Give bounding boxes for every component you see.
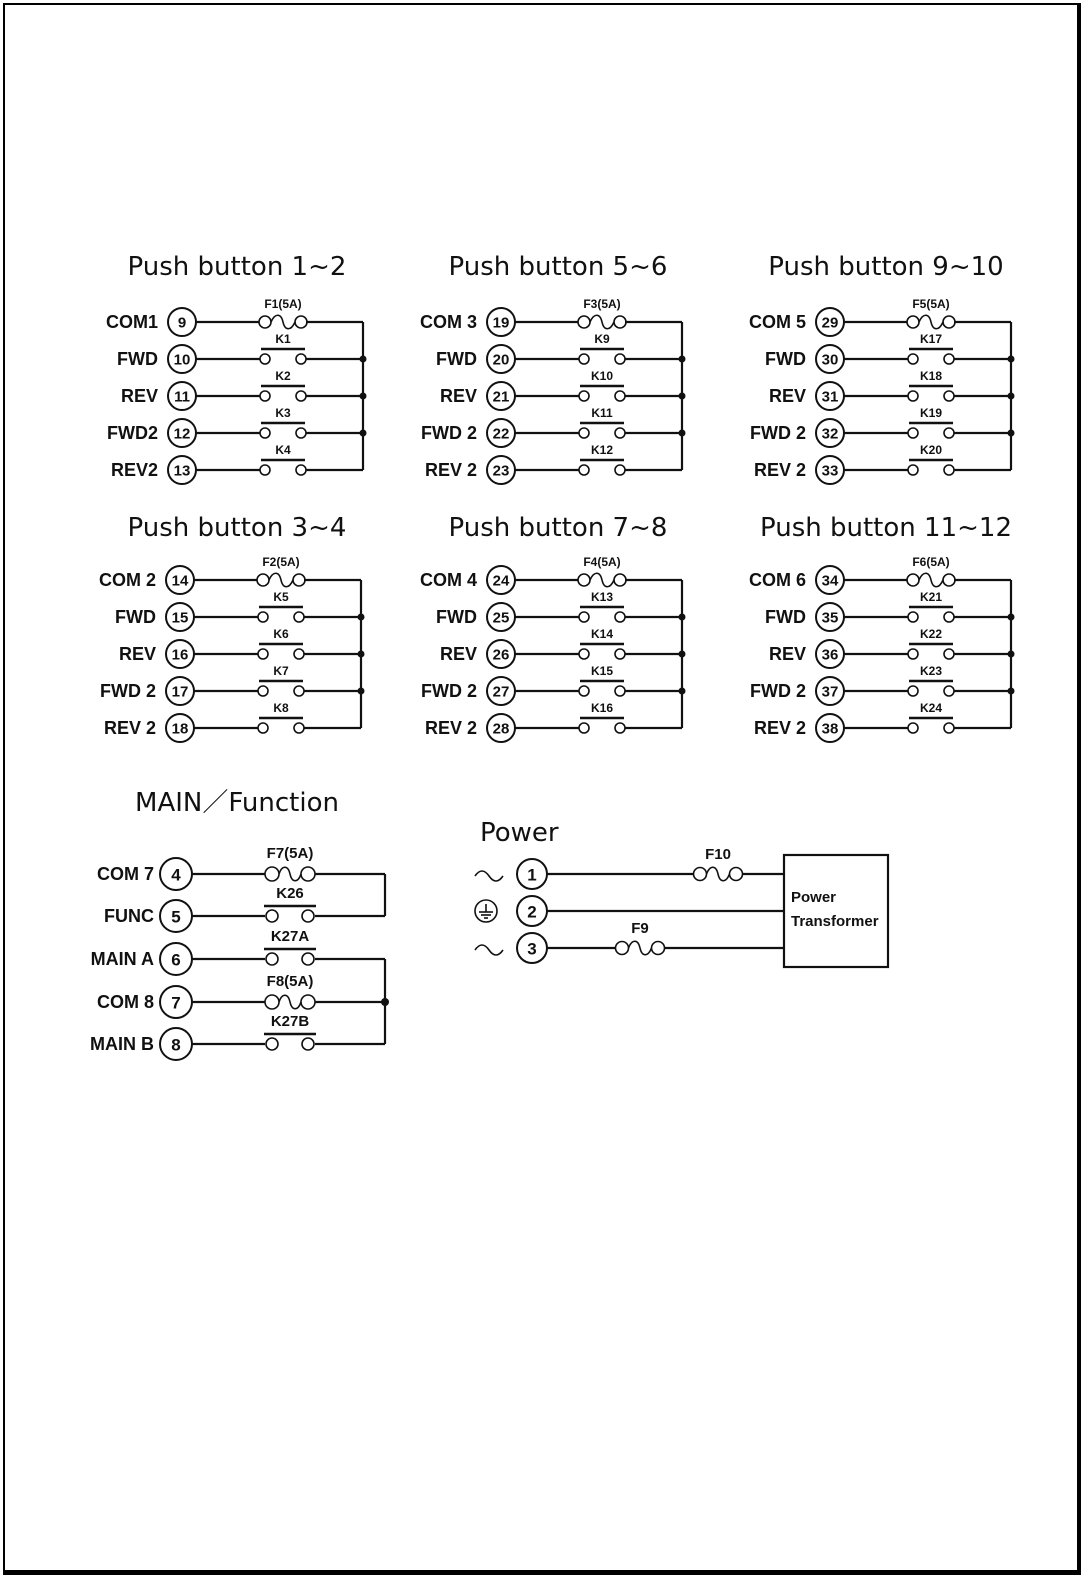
terminal-number: 20: [492, 351, 510, 369]
contact-label: K12: [590, 443, 614, 457]
contact-symbol: [264, 1034, 316, 1050]
contact-label: K27A: [270, 928, 310, 945]
contact-label: K10: [590, 369, 614, 383]
contact-label: K4: [275, 443, 291, 457]
contact-label: K24: [919, 701, 943, 715]
contact-symbol: [260, 386, 306, 401]
contact-label: K15: [590, 664, 614, 678]
row-label: REV 2: [103, 718, 156, 738]
fuse-label: F9: [631, 920, 649, 937]
terminal-number: 24: [492, 572, 510, 590]
push-button-block: [99, 513, 365, 742]
contact-label: K2: [275, 369, 291, 383]
contact-label: K5: [273, 590, 289, 604]
terminal-number: 32: [821, 425, 839, 443]
contact-symbol: [258, 607, 304, 622]
row-label: REV 2: [753, 718, 806, 738]
contact-symbol: [908, 460, 954, 475]
row-label: MAIN B: [90, 1034, 154, 1054]
contact-symbol: [264, 949, 316, 965]
contact-symbol: [908, 423, 954, 438]
contact-symbol: [260, 349, 306, 364]
terminal-number: 23: [492, 462, 510, 480]
row-label: COM 7: [96, 864, 154, 884]
row-label: FWD 2: [421, 681, 477, 701]
terminal-number: 11: [174, 388, 190, 406]
terminal-number: 2: [527, 902, 537, 922]
contact-symbol: [908, 607, 954, 622]
row-label: COM 3: [419, 312, 477, 332]
contact-symbol: [258, 718, 304, 733]
contact-symbol: [260, 423, 306, 438]
contact-symbol: [258, 644, 304, 659]
contact-symbol: [579, 681, 625, 696]
block-title: Push button 11~12: [760, 513, 1012, 543]
terminal-number: 25: [492, 609, 510, 627]
block-title: Push button 9~10: [768, 252, 1004, 282]
terminal-number: 38: [821, 720, 839, 738]
row-label: REV: [768, 644, 806, 664]
terminal-number: 18: [171, 720, 189, 738]
terminal-number: 7: [171, 993, 181, 1013]
row-label: FWD 2: [421, 423, 477, 443]
row-label: REV2: [110, 460, 158, 480]
terminal-number: 36: [821, 646, 839, 664]
push-button-block: [420, 252, 686, 484]
terminal-number: 37: [821, 683, 839, 701]
contact-symbol: [908, 681, 954, 696]
row-label: COM 4: [419, 570, 477, 590]
row-label: FWD2: [107, 423, 158, 443]
fuse-symbol: [265, 867, 315, 881]
contact-label: K26: [276, 885, 304, 902]
terminal-number: 1: [527, 865, 537, 885]
fuse-symbol: [616, 941, 665, 955]
terminal-number: 22: [492, 425, 510, 443]
transformer-label-line2: Transformer: [791, 913, 879, 930]
junction-dot: [381, 998, 389, 1006]
contact-label: K20: [919, 443, 943, 457]
terminal-number: 29: [821, 314, 839, 332]
contact-symbol: [908, 349, 954, 364]
ac-icon: [475, 871, 503, 881]
row-label: COM1: [105, 312, 158, 332]
fuse-label: F7(5A): [266, 845, 314, 862]
ac-icon: [475, 945, 503, 955]
row-label: REV: [439, 644, 477, 664]
contact-label: K9: [594, 332, 610, 346]
fuse-label: F10: [705, 846, 731, 863]
power-transformer-box: [784, 855, 888, 967]
terminal-number: 9: [177, 314, 187, 332]
terminal-number: 4: [171, 865, 181, 885]
fuse-symbol: [907, 573, 955, 587]
contact-label: K16: [590, 701, 614, 715]
fuse-symbol: [578, 315, 626, 329]
row-label: COM 2: [98, 570, 156, 590]
contact-symbol: [908, 644, 954, 659]
fuse-symbol: [907, 315, 955, 329]
contact-label: K8: [273, 701, 289, 715]
terminal-number: 34: [821, 572, 839, 590]
terminal-number: 5: [171, 907, 181, 927]
contact-symbol: [579, 644, 625, 659]
terminal-number: 14: [171, 572, 189, 590]
row-label: FWD: [117, 349, 158, 369]
block-title: Push button 7~8: [448, 513, 668, 543]
row-label: REV 2: [753, 460, 806, 480]
contact-label: K21: [919, 590, 943, 604]
row-label: REV: [120, 386, 158, 406]
main-function-block: [90, 788, 389, 1060]
contact-label: K14: [590, 627, 614, 641]
fuse-label: F2(5A): [262, 555, 300, 569]
terminal-number: 31: [821, 388, 839, 406]
push-button-block: [749, 513, 1015, 742]
fuse-label: F1(5A): [264, 297, 302, 311]
fuse-symbol: [265, 995, 315, 1009]
terminal-number: 17: [171, 683, 189, 701]
contact-label: K27B: [270, 1013, 310, 1030]
contact-label: K22: [919, 627, 943, 641]
contact-symbol: [579, 460, 625, 475]
push-button-blocks: [99, 252, 1015, 742]
terminal-number: 35: [821, 609, 839, 627]
terminal-number: 13: [173, 462, 191, 480]
contact-symbol: [579, 386, 625, 401]
block-title: Push button 1~2: [127, 252, 347, 282]
terminal-number: 26: [492, 646, 510, 664]
push-button-block: [106, 252, 367, 484]
row-label: REV: [439, 386, 477, 406]
contact-label: K18: [919, 369, 943, 383]
contact-symbol: [579, 349, 625, 364]
contact-symbol: [260, 460, 306, 475]
contact-label: K1: [275, 332, 291, 346]
power-block: [475, 818, 888, 967]
contact-label: K6: [273, 627, 289, 641]
row-label: REV 2: [424, 460, 477, 480]
fuse-label: F3(5A): [583, 297, 621, 311]
terminal-number: 28: [492, 720, 510, 738]
contact-label: K7: [273, 664, 289, 678]
terminal-number: 16: [171, 646, 189, 664]
fuse-symbol: [257, 573, 305, 587]
terminal-number: 21: [492, 388, 510, 406]
contact-label: K3: [275, 406, 291, 420]
row-label: FWD 2: [100, 681, 156, 701]
row-label: FWD 2: [750, 681, 806, 701]
row-label: COM 6: [748, 570, 806, 590]
row-label: REV 2: [424, 718, 477, 738]
fuse-label: F8(5A): [266, 973, 314, 990]
row-label: REV: [118, 644, 156, 664]
contact-symbol: [579, 607, 625, 622]
main-function-title: MAIN／Function: [135, 788, 339, 818]
contact-label: K19: [919, 406, 943, 420]
ground-icon: [475, 900, 497, 922]
terminal-number: 19: [492, 314, 510, 332]
row-label: REV: [768, 386, 806, 406]
contact-label: K17: [919, 332, 943, 346]
row-label: COM 5: [748, 312, 806, 332]
contact-symbol: [908, 718, 954, 733]
terminal-number: 27: [492, 683, 510, 701]
terminal-number: 30: [821, 351, 839, 369]
fuse-symbol: [578, 573, 626, 587]
fuse-label: F6(5A): [912, 555, 950, 569]
contact-label: K11: [591, 406, 613, 420]
terminal-number: 12: [173, 425, 191, 443]
terminal-number: 3: [527, 939, 537, 959]
terminal-number: 15: [171, 609, 189, 627]
terminal-number: 6: [171, 950, 181, 970]
push-button-block: [749, 252, 1015, 484]
block-title: Push button 5~6: [448, 252, 668, 282]
transformer-label-line1: Power: [791, 889, 837, 906]
push-button-block: [420, 513, 686, 742]
row-label: FWD: [436, 349, 477, 369]
row-label: FWD 2: [750, 423, 806, 443]
row-label: MAIN A: [90, 949, 154, 969]
contact-symbol: [579, 718, 625, 733]
row-label: FUNC: [104, 906, 154, 926]
fuse-label: F4(5A): [583, 555, 621, 569]
contact-symbol: [264, 906, 316, 922]
row-label: FWD: [115, 607, 156, 627]
contact-symbol: [258, 681, 304, 696]
contact-label: K23: [919, 664, 943, 678]
contact-symbol: [579, 423, 625, 438]
power-title: Power: [480, 818, 559, 848]
terminal-number: 10: [173, 351, 191, 369]
terminal-number: 33: [821, 462, 839, 480]
row-label: FWD: [436, 607, 477, 627]
row-label: COM 8: [96, 992, 154, 1012]
row-label: FWD: [765, 607, 806, 627]
contact-label: K13: [590, 590, 614, 604]
fuse-label: F5(5A): [912, 297, 950, 311]
fuse-symbol: [259, 315, 307, 329]
block-title: Push button 3~4: [127, 513, 347, 543]
row-label: FWD: [765, 349, 806, 369]
contact-symbol: [908, 386, 954, 401]
fuse-symbol: [694, 867, 743, 881]
terminal-number: 8: [171, 1035, 181, 1055]
